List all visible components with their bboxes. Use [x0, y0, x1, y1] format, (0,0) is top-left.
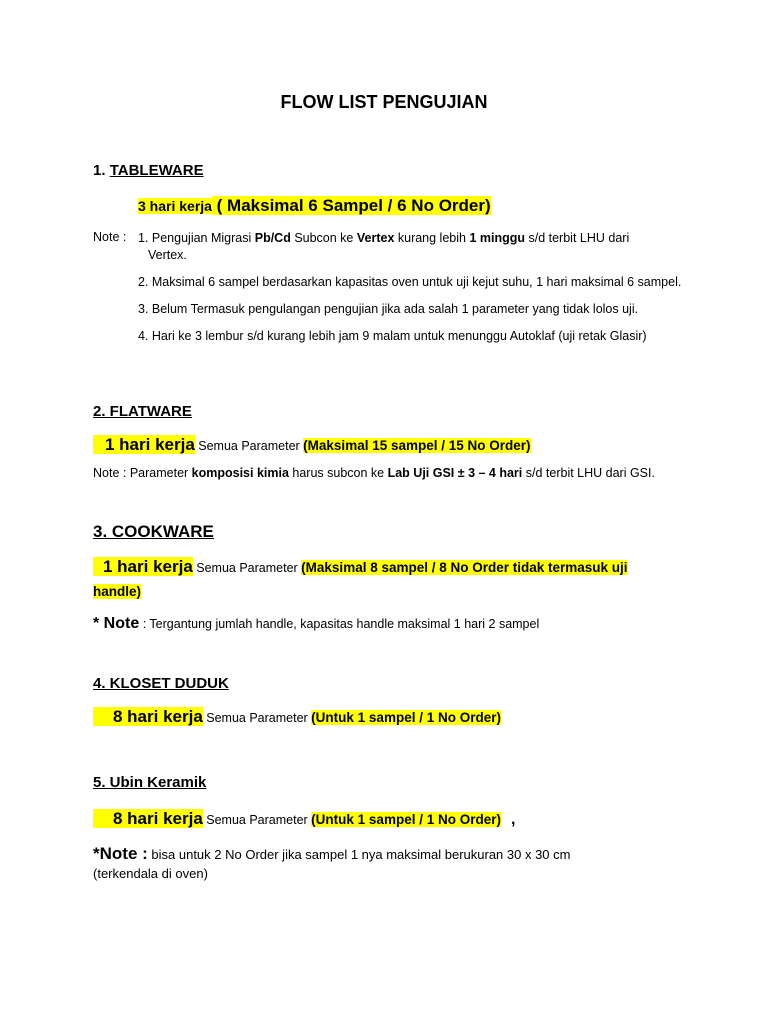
section-2-note-e: s/d terbit LHU dari GSI. [522, 466, 655, 480]
section-2-param: Semua Parameter [194, 439, 304, 453]
section-2-note [93, 466, 655, 480]
section-3-limit-c: handle) [93, 584, 142, 599]
section-5-note [93, 844, 570, 864]
section-5-param: Semua Parameter [202, 813, 312, 827]
section-1-heading [93, 162, 204, 179]
section-1-number: 1. [93, 162, 110, 179]
section-2-duration-line [93, 435, 531, 455]
section-1-note-list [138, 230, 688, 355]
section-5-heading: 5. Ubin Keramik [93, 774, 207, 791]
section-1-duration-line [138, 196, 491, 216]
section-4-duration-line [93, 707, 501, 727]
section-1-limit: ( Maksimal 6 Sampel / 6 No Order) [211, 196, 491, 215]
note-1-text-e: kurang lebih [394, 231, 470, 245]
section-5-note-label: *Note : [93, 844, 148, 863]
section-2-duration: 1 hari kerja [93, 435, 195, 454]
section-2-note-b: komposisi kimia [191, 466, 289, 480]
section-2-limit: (Maksimal 15 sampel / 15 No Order) [303, 438, 531, 453]
section-3-duration: 1 hari kerja [93, 557, 193, 576]
note-1-week: 1 minggu [469, 231, 526, 245]
note-1-text-h: Vertex. [148, 248, 187, 262]
note-item-4: 4. Hari ke 3 lembur s/d kurang lebih jam 9 malam untuk menunggu Autoklaf (uji retak Glasir) [138, 329, 647, 343]
section-3-duration-line [93, 557, 628, 577]
section-3-note-text: : Tergantung jumlah handle, kapasitas handle maksimal 1 hari 2 sampel [139, 617, 540, 631]
section-5-comma: , [510, 811, 516, 828]
note-1-text-c: Subcon ke [290, 231, 357, 245]
section-4-limit: (Untuk 1 sampel / 1 No Order) [311, 710, 501, 725]
section-3-param: Semua Parameter [192, 561, 302, 575]
section-1-duration: 3 hari kerja [138, 198, 212, 214]
section-3-limit-line2 [93, 583, 141, 601]
page-title: FLOW LIST PENGUJIAN [280, 92, 488, 112]
section-5-note-text-2: (terkendala di oven) [93, 866, 208, 881]
section-5-limit: (Untuk 1 sampel / 1 No Order) [311, 812, 501, 827]
section-3-note [93, 615, 539, 633]
note-item-3: 3. Belum Termasuk pengulangan pengujian jika ada salah 1 parameter yang tidak lolos uji. [138, 302, 639, 316]
note-1-pbcd: Pb/Cd [254, 231, 291, 245]
section-3-note-label: * Note [93, 615, 140, 632]
section-2-note-d: Lab Uji GSI ± 3 – 4 hari [387, 466, 523, 480]
section-1-note-label: Note : [93, 230, 127, 244]
section-2-heading: 2. FLATWARE [93, 403, 192, 420]
section-2-note-c: harus subcon ke [288, 466, 388, 480]
note-1-text-a: 1. Pengujian Migrasi [138, 231, 255, 245]
section-3-limit-b: tidak termasuk uji [509, 560, 628, 575]
note-1-text-g: s/d terbit LHU dari [525, 231, 630, 245]
section-5-duration-line [93, 809, 515, 829]
note-item-1 [138, 230, 688, 264]
section-3-limit-a: (Maksimal 8 sampel / 8 No Order [301, 560, 510, 575]
section-5-note-text: bisa untuk 2 No Order jika sampel 1 nya maksimal berukuran 30 x 30 cm [147, 847, 571, 862]
section-4-heading: 4. KLOSET DUDUK [93, 675, 229, 692]
section-4-param: Semua Parameter [202, 711, 312, 725]
section-5-duration: 8 hari kerja [93, 809, 203, 828]
section-2-note-a: Note : Parameter [93, 466, 192, 480]
note-1-vertex: Vertex [356, 231, 395, 245]
section-4-duration: 8 hari kerja [93, 707, 203, 726]
note-item-2: 2. Maksimal 6 sampel berdasarkan kapasitas oven untuk uji kejut suhu, 1 hari maksimal 6 sampel. [138, 275, 682, 289]
section-1-title: TABLEWARE [109, 162, 204, 179]
section-3-heading: 3. COOKWARE [93, 522, 214, 541]
